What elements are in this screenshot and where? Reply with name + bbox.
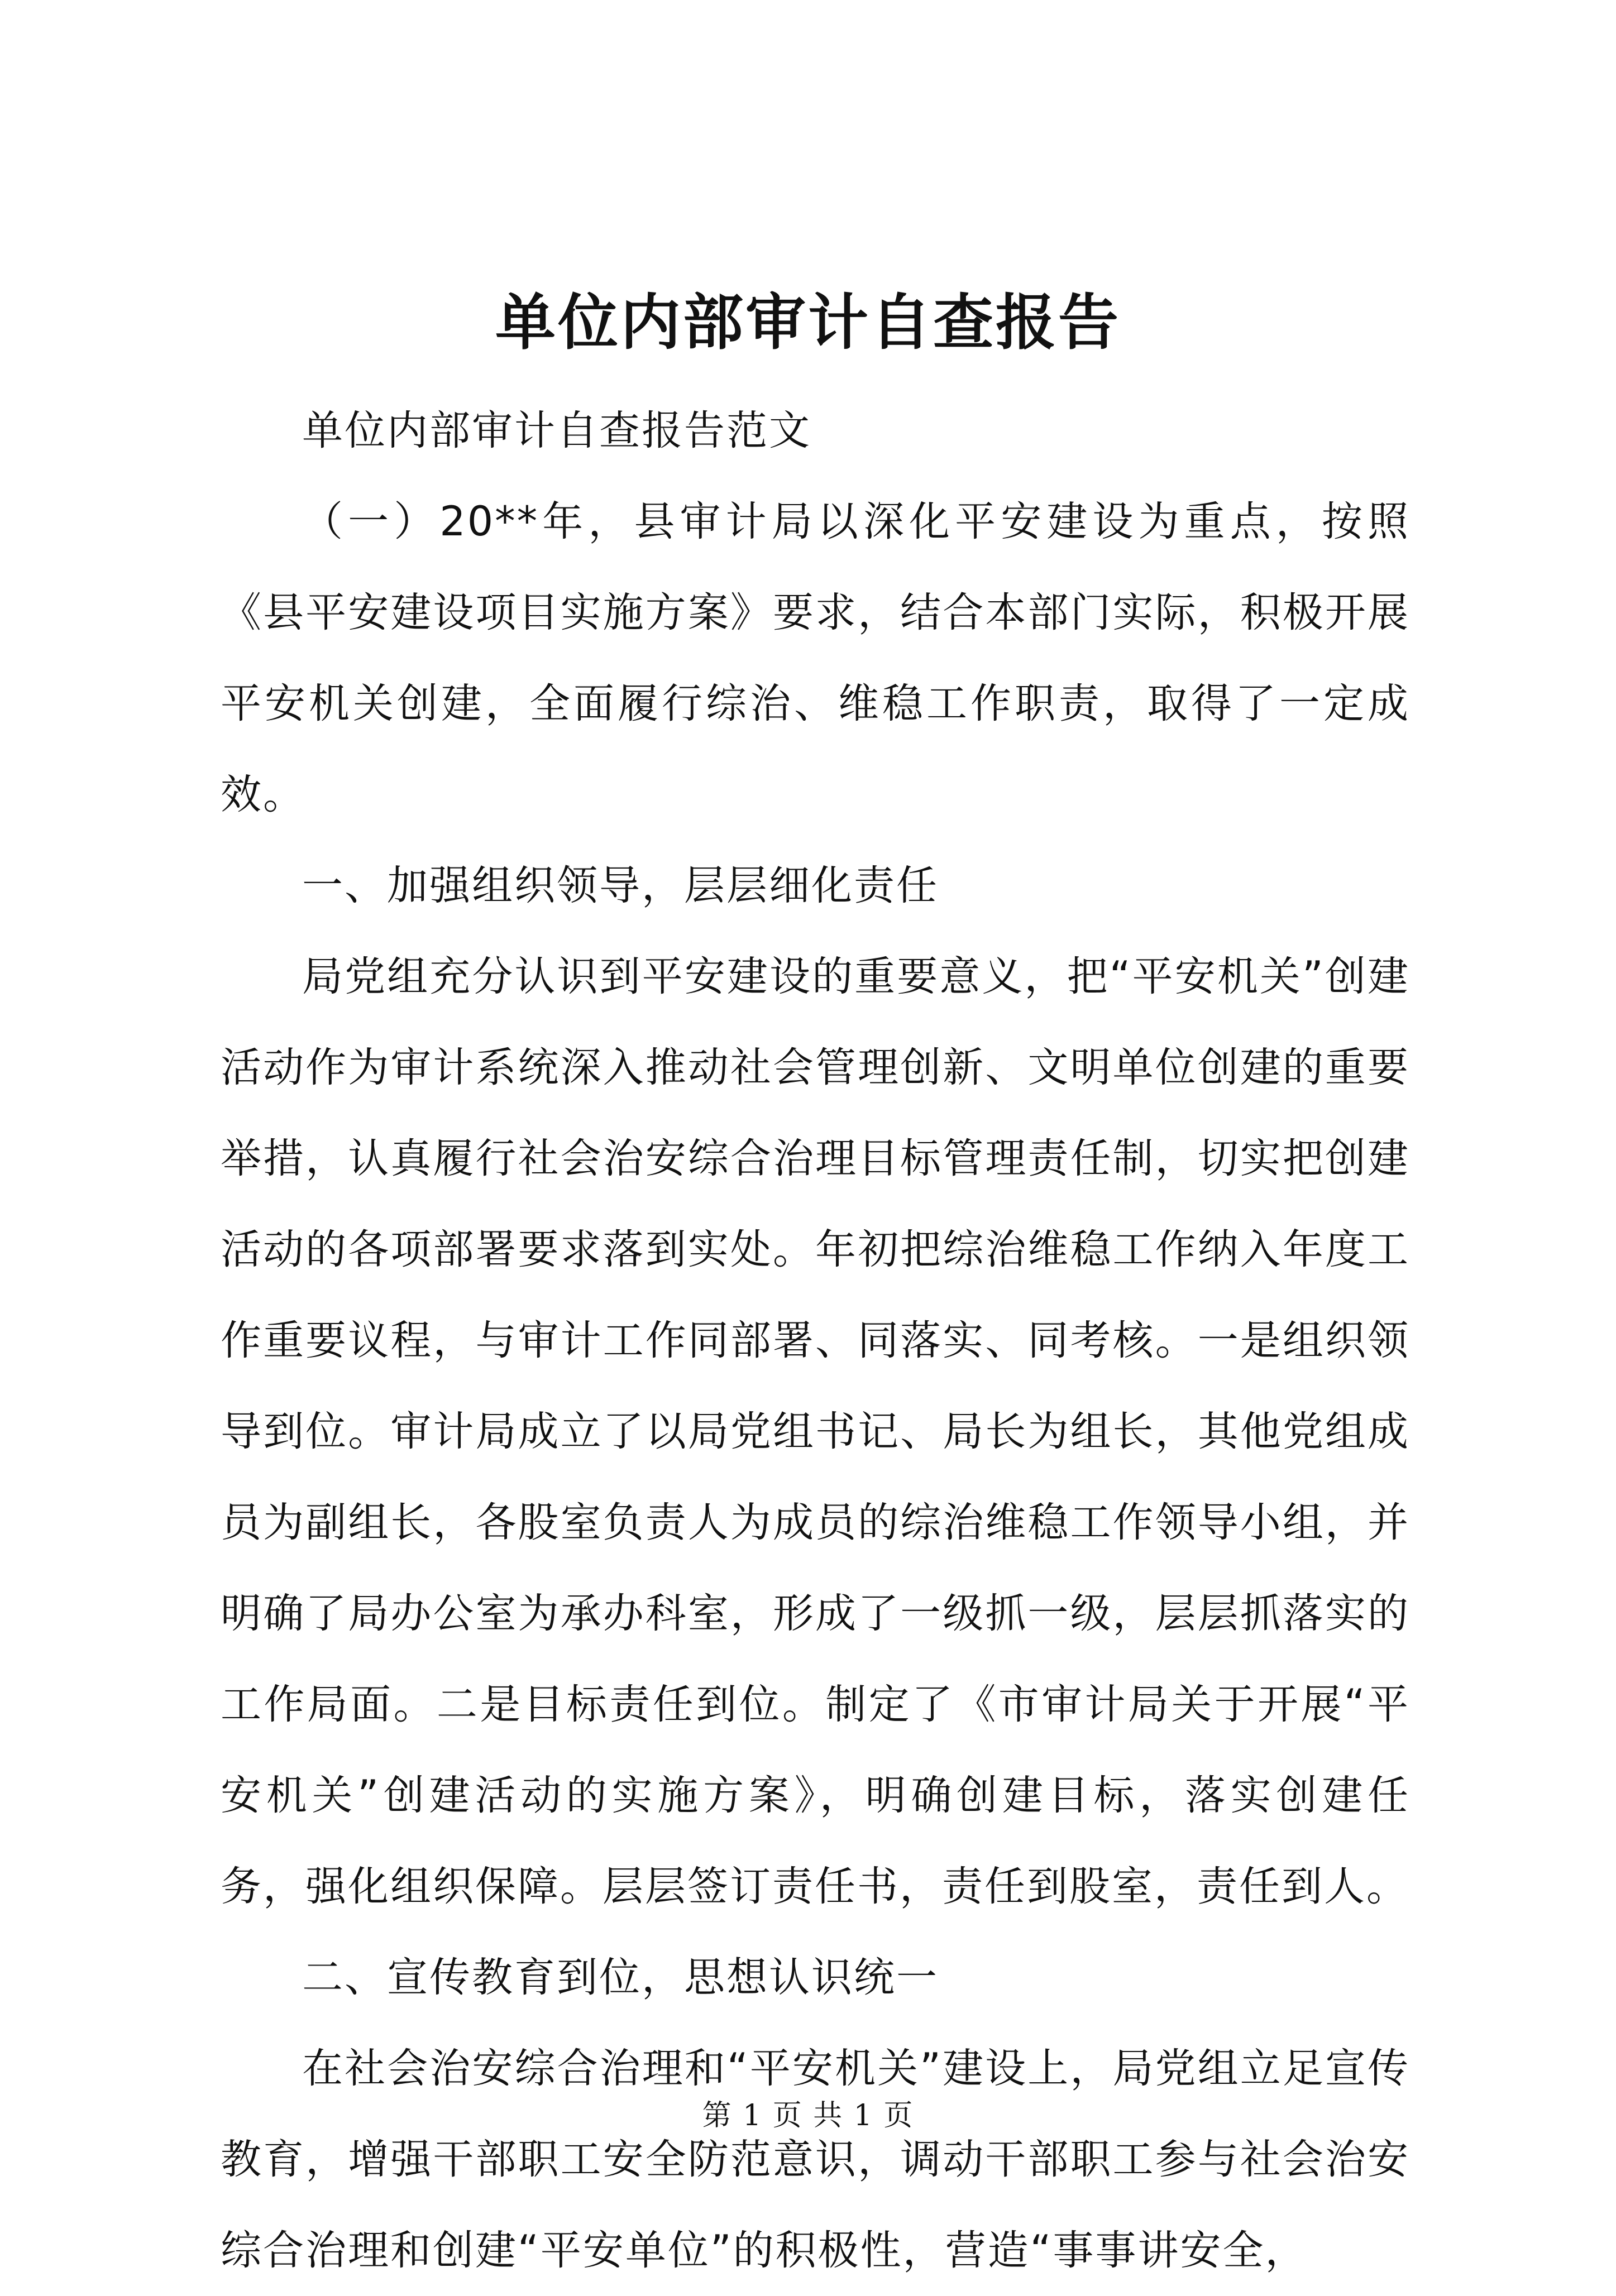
paragraph-section-2: 在社会治安综合治理和“平安机关”建设上，局党组立足宣传教育，增强干部职工安全防范意识，调动干部职工参与社会治安综合治理和创建“平安单位”的积极性，营造“事事讲安全，: [221, 2045, 1410, 2274]
section-heading-1: 一、加强组织领导，层层细化责任: [302, 862, 939, 909]
section-heading-2: 二、宣传教育到位，思想认识统一: [302, 1954, 939, 2001]
paragraph-intro: （一）20**年，县审计局以深化平安建设为重点，按照《县平安建设项目实施方案》要求，结合本部门实际，积极开展平安机关创建，全面履行综治、维稳工作职责，取得了一定成效。: [221, 498, 1410, 818]
document-title: 单位内部审计自查报告: [495, 287, 1121, 358]
paragraph-section-1: 局党组充分认识到平安建设的重要意义，把“平安机关”创建活动作为审计系统深入推动社会管理创新、文明单位创建的重要举措，认真履行社会治安综合治理目标管理责任制，切实把创建活动的各项部署要求落到实处。年初把综治维稳工作纳入年度工作重要议程，与审计工作同部署、同落实、同考核。一是组织领导到位。审计局成立了以局党组书记、局长为组长，其他党组成员为副组长，各股室负责人为成员的综治维稳工作领导小组，并明确了局办公室为承办科室，形成了一级抓一级，层层抓落实的工作局面。二是目标责任到位。制定了《市审计局关于开展“平安机关”创建活动的实施方案》，明确创建目标，落实创建任务，强化组织保障。层层签订责任书，责任到股室，责任到人。: [221, 953, 1410, 1910]
page-number-footer: 第 1 页 共 1 页: [702, 2099, 914, 2132]
document-subtitle: 单位内部审计自查报告范文: [302, 407, 811, 454]
document-body: [221, 385, 1410, 2296]
